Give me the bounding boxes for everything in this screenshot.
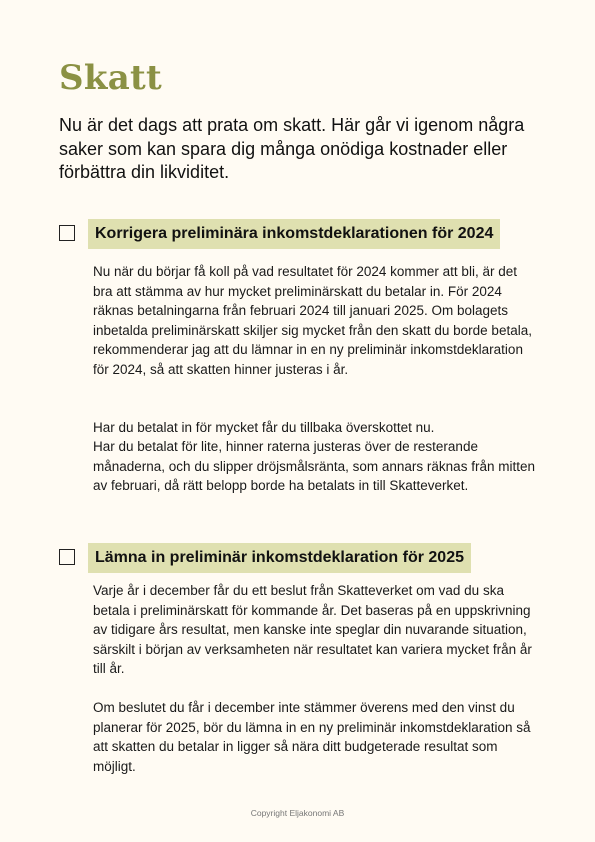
checkbox-lamna-in[interactable] <box>59 549 75 565</box>
section-2-paragraph-1: Varje år i december får du ett beslut från Skatteverket om vad du ska betala i preliminärskatt för kommande år. Det baseras på en uppskrivning av tidigare års resultat, men kanske inte speglar din nuvarande situation, särskilt i början av verksamheten när resultatet kan variera mycket från år till år. <box>93 583 532 676</box>
section-1-paragraph-2: Har du betalat in för mycket får du tillbaka överskottet nu. <box>93 420 435 435</box>
section-1-paragraph-3: Har du betalat för lite, hinner raterna justeras över de resterande månaderna, och du slipper dröjsmålsränta, som annars räknas från mitten av februari, då rätt belopp borde ha betalats in till Skatteverket. <box>93 439 535 493</box>
section-1-paragraph-1: Nu när du börjar få koll på vad resultatet för 2024 kommer att bli, är det bra att stämma av hur mycket preliminärskatt du betalar in. För 2024 räknas betalningarna från februari 2024 till januari 2025. Om bolagets inbetalda preliminärskatt skiljer sig mycket från den skatt du borde betala, rekommenderar jag att du lämnar in en ny preliminär inkomstdeklaration för 2024, så att skatten hinner justeras i år. <box>93 264 532 377</box>
checkbox-korrigera[interactable] <box>59 225 75 241</box>
intro-text: Nu är det dags att prata om skatt. Här går vi igenom några saker som kan spara dig många onödiga kostnader eller förbättra din likviditet. <box>59 115 525 182</box>
copyright-footer: Copyright Eljakonomi AB <box>250 808 345 818</box>
section-2-paragraph-2: Om beslutet du får i december inte stämmer överens med den vinst du planerar för 2025, bör du lämna in en ny preliminär inkomstdeklaration så att skatten du betalar in ligger så nära ditt budgeterade resultat som möjligt. <box>93 700 531 774</box>
section-heading-korrigera: Korrigera preliminära inkomstdeklarationen för 2024 <box>88 219 500 249</box>
page-title: Skatt <box>59 58 163 98</box>
section-heading-lamna-in: Lämna in preliminär inkomstdeklaration för 2025 <box>88 543 471 573</box>
